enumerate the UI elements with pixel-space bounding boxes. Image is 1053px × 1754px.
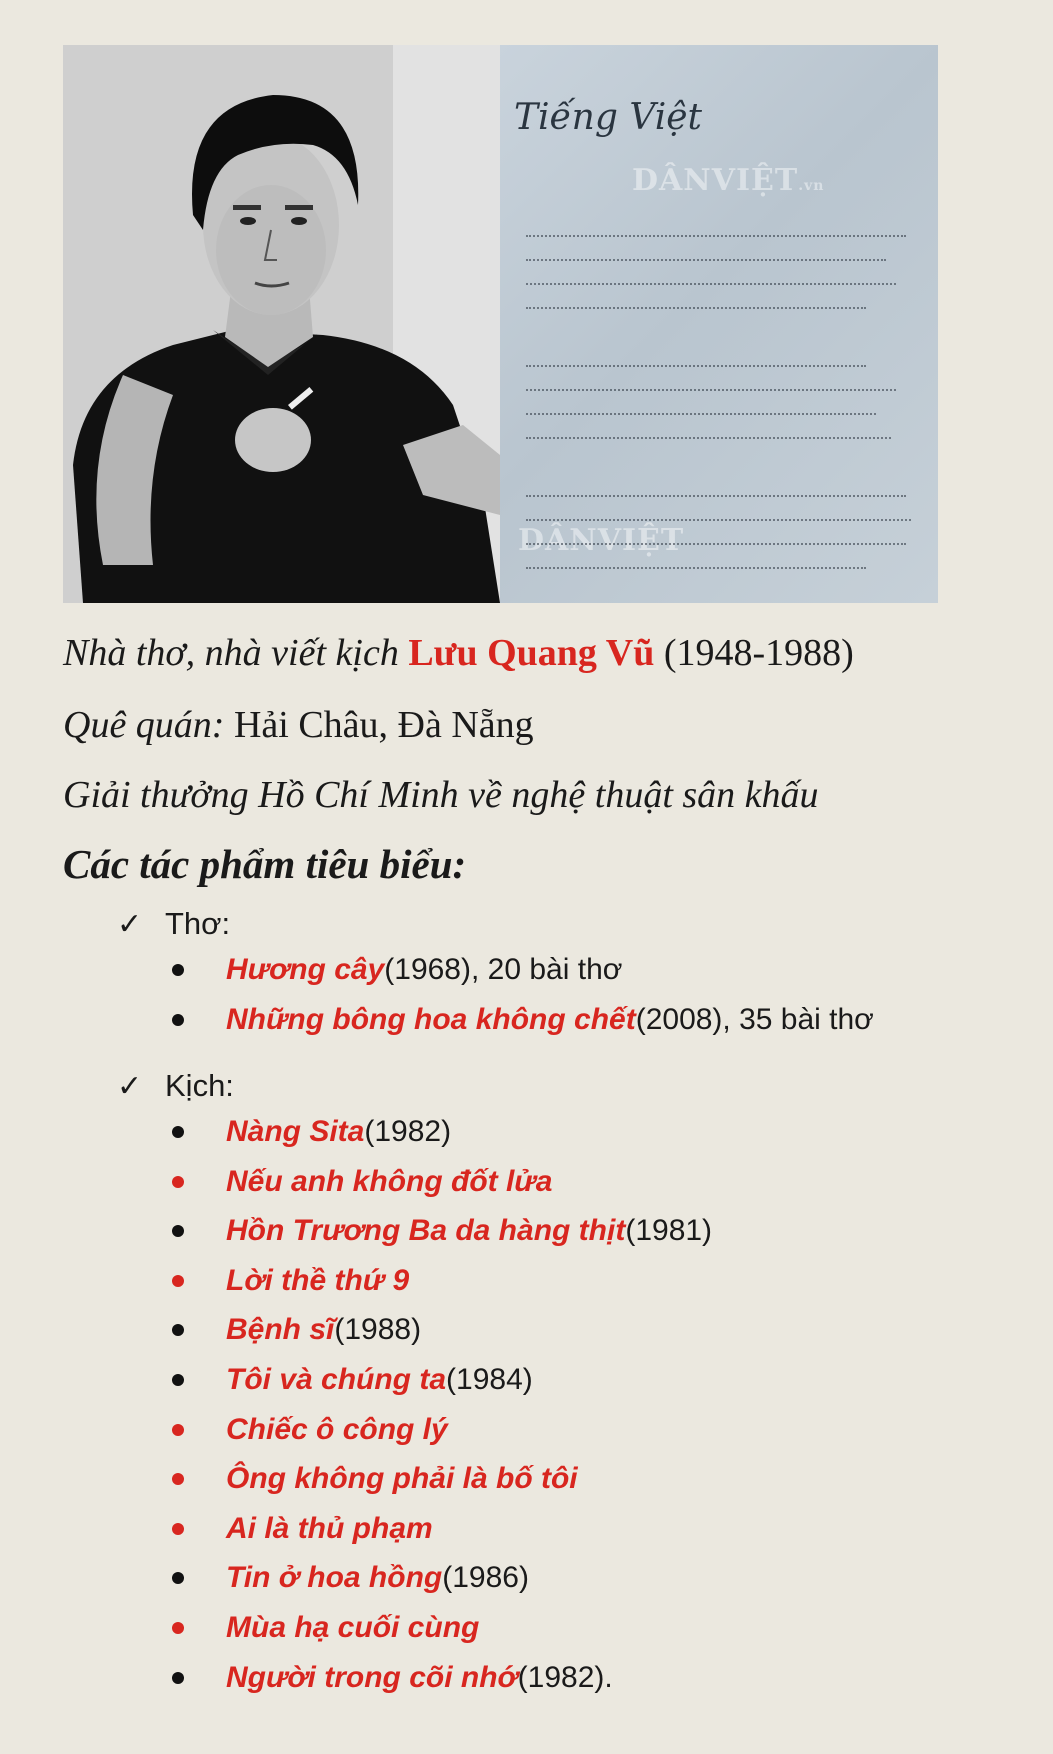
category-heading [117, 1068, 234, 1104]
bullet-icon [172, 1523, 184, 1535]
bullet-icon [172, 1176, 184, 1188]
handwriting-line [526, 305, 866, 309]
list-item [172, 1611, 479, 1645]
header-image [63, 45, 938, 603]
list-item [172, 1413, 448, 1447]
bullet-icon [172, 1622, 184, 1634]
work-title: Bệnh sĩ [226, 1313, 335, 1346]
hometown-value: Hải Châu, Đà Nẵng [224, 704, 534, 746]
work-title: Người trong cõi nhớ [226, 1661, 518, 1694]
category-heading [117, 906, 230, 942]
work-title: Tôi và chúng ta [226, 1363, 447, 1396]
list-item [172, 1115, 451, 1149]
bio-role: Nhà thơ, nhà viết kịch [63, 632, 409, 674]
work-note: (1986) [442, 1561, 529, 1594]
work-note: (1984) [446, 1363, 533, 1396]
list-item [172, 1003, 874, 1037]
bullet-icon [172, 1126, 184, 1138]
list-item [172, 953, 622, 987]
award-line: Giải thưởng Hồ Chí Minh về nghệ thuật sân khấu [63, 774, 819, 816]
list-item [172, 1561, 529, 1595]
work-note: (2008), 35 bài thơ [635, 1003, 874, 1036]
work-title: Chiếc ô công lý [226, 1413, 448, 1446]
work-title: Những bông hoa không chết [226, 1003, 636, 1036]
handwriting-line [526, 363, 866, 367]
watermark: DÂNVIỆT [518, 523, 685, 558]
work-title: Tin ở hoa hồng [226, 1561, 443, 1594]
work-title: Hương cây [226, 953, 385, 986]
bullet-icon [172, 1424, 184, 1436]
list-item [172, 1512, 433, 1546]
portrait-photo [63, 45, 500, 603]
list-item [172, 1165, 552, 1199]
list-item [172, 1313, 421, 1347]
author-name: Lưu Quang Vũ [408, 632, 655, 674]
work-title: Mùa hạ cuối cùng [226, 1611, 480, 1644]
author-years: (1948-1988) [654, 632, 854, 674]
handwriting-line [526, 493, 906, 497]
handwriting-line [526, 411, 876, 415]
handwriting-line [526, 281, 896, 285]
manuscript-photo [500, 45, 938, 603]
list-item [172, 1661, 613, 1695]
bullet-icon [172, 1473, 184, 1485]
works-heading: Các tác phẩm tiêu biểu: [63, 841, 467, 887]
bullet-icon [172, 964, 184, 976]
bullet-icon [172, 1324, 184, 1336]
manuscript-title: Tiếng Việt [514, 97, 702, 138]
list-item [172, 1214, 712, 1248]
bullet-icon [172, 1374, 184, 1386]
work-note: (1968), 20 bài thơ [384, 953, 623, 986]
bullet-icon [172, 1275, 184, 1287]
handwriting-line [526, 517, 911, 521]
check-icon: ✓ [117, 1069, 143, 1103]
handwriting-line [526, 257, 886, 261]
handwriting-line [526, 387, 896, 391]
work-title: Ai là thủ phạm [226, 1512, 433, 1545]
bullet-icon [172, 1014, 184, 1026]
work-note: (1982) [364, 1115, 452, 1148]
work-title: Lời thề thứ 9 [226, 1264, 410, 1297]
category-label: Thơ: [165, 906, 231, 941]
work-note: (1981) [625, 1214, 713, 1247]
work-title: Nếu anh không đốt lửa [226, 1165, 553, 1198]
list-item [172, 1264, 409, 1298]
list-item [172, 1363, 533, 1397]
work-note: (1982). [517, 1661, 613, 1694]
watermark: DÂNVIỆT.vn [632, 163, 825, 198]
hometown-line [63, 706, 534, 744]
work-note: (1988) [334, 1313, 422, 1346]
handwriting-line [526, 541, 906, 545]
portrait-illustration [63, 45, 500, 603]
list-item [172, 1462, 578, 1496]
work-title: Ông không phải là bố tôi [226, 1462, 578, 1495]
bullet-icon [172, 1225, 184, 1237]
bio-title-line [63, 634, 854, 672]
work-title: Hồn Trương Ba da hàng thịt [226, 1214, 626, 1247]
hometown-label: Quê quán: [63, 704, 225, 746]
handwriting-line [526, 435, 891, 439]
handwriting-line [526, 233, 906, 237]
check-icon: ✓ [117, 907, 143, 941]
work-title: Nàng Sita [226, 1115, 365, 1148]
handwriting-line [526, 565, 866, 569]
bullet-icon [172, 1672, 184, 1684]
category-label: Kịch: [165, 1068, 234, 1103]
bullet-icon [172, 1572, 184, 1584]
